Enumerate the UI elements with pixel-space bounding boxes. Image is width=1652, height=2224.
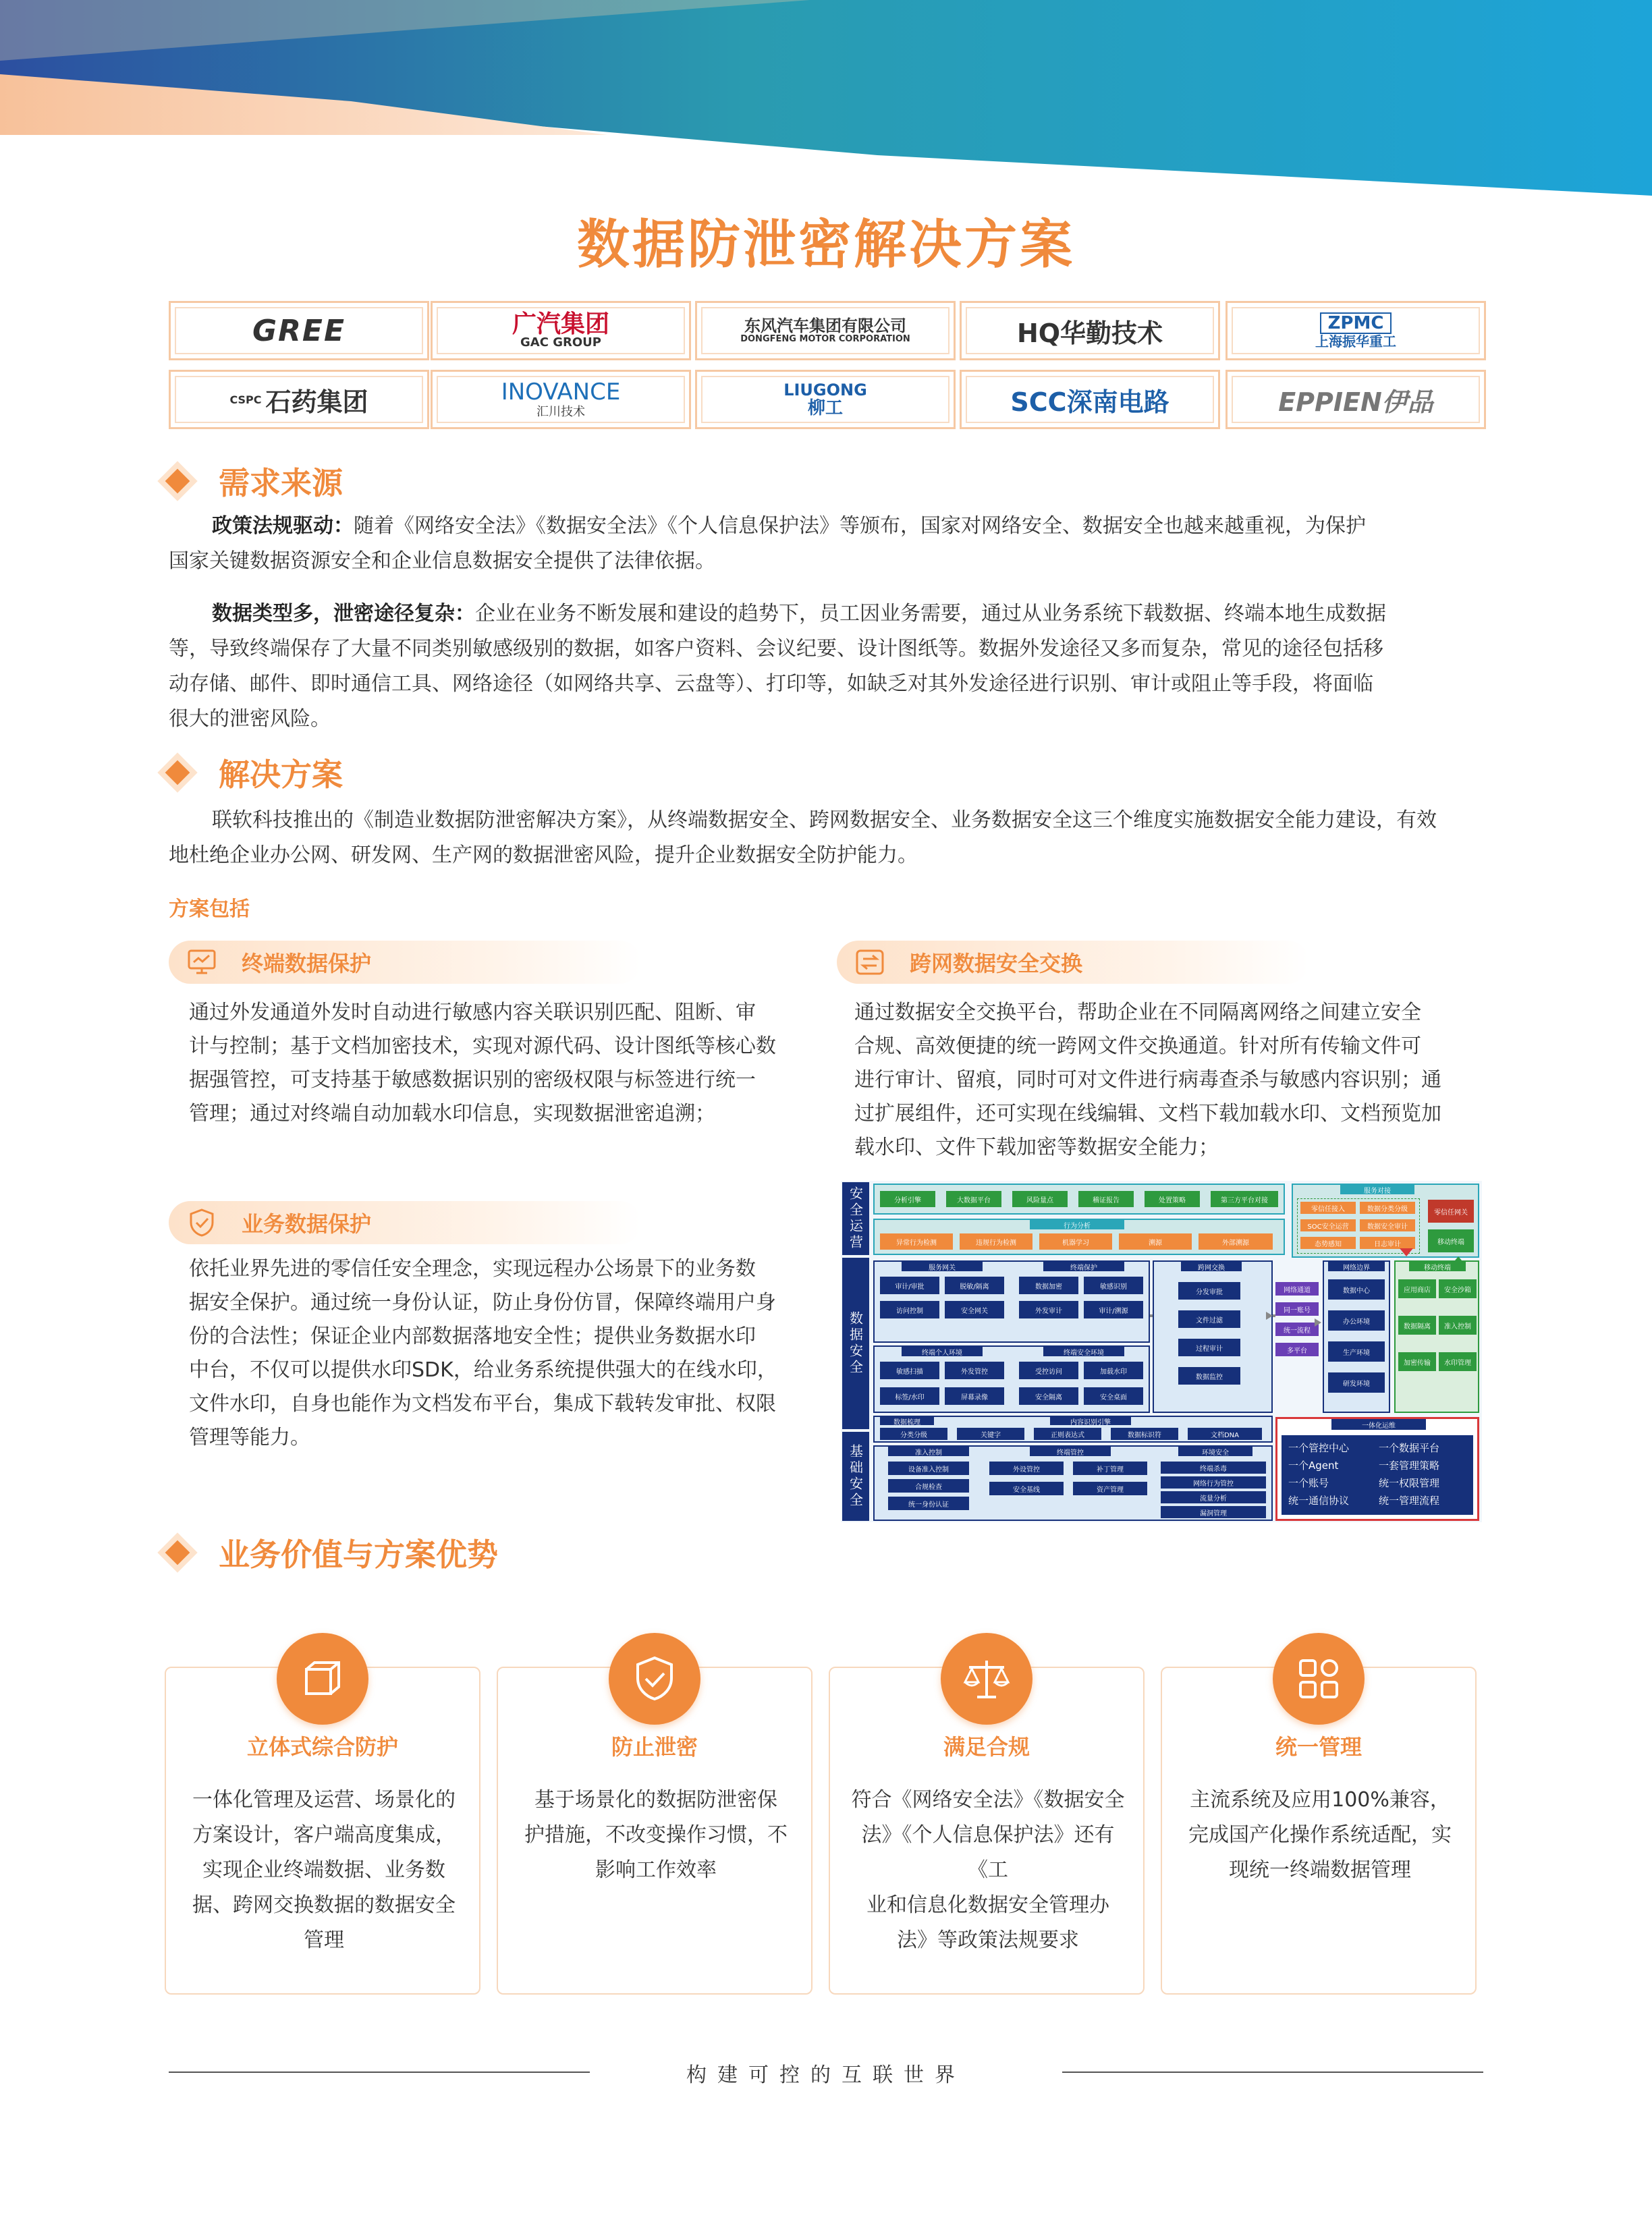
balance-scale-icon xyxy=(941,1633,1032,1725)
monitor-icon xyxy=(182,943,221,982)
business-protection-text: 依托业界先进的零信任安全理念，实现远程办公场景下的业务数 据安全保护。通过统一身份认证，防止身份仿冒，保障终端用户身 份的合法性；保证企业内部数据落地安全性；提供业务数据水印 中台，不仅可以提供水印SDK，给业务系统提供强大的在线水印， 文件水印，自身也能作为文档发布平台，集成下载转发审批、权限 管理等能力。 xyxy=(189,1257,777,1449)
diagram-arrows xyxy=(841,1181,1482,1522)
analysis-row: 行为分析 异常行为检测 违规行为检测 机器学习 溯源 外部溯源 xyxy=(873,1219,1285,1255)
shield-check-icon xyxy=(182,1203,221,1242)
crossnet-exchange-text: 通过数据安全交换平台，帮助企业在不同隔离网络之间建立安全 合规、高效便捷的统一跨网文件交换通道。针对所有传输文件可 进行审计、留痕，同时可对文件进行病毒查杀与敏感内容识别；通 过扩展组件，还可实现在线编辑、文档下载加载水印、文档预览加 载水印、文件下载加密等数据安全能力； xyxy=(854,1001,1441,1159)
mobile-terminal-zone: 移动终端 应用商店 安全沙箱 数据隔离 准入控制 加密传输 水印管理 xyxy=(1394,1260,1479,1413)
grid-apps-icon xyxy=(1273,1633,1365,1725)
terminal-protection-pill: 终端数据保护 xyxy=(169,941,641,984)
logo-eppien: EPPIEN伊品 xyxy=(1226,370,1486,429)
crossnet-exchange-pill: 跨网数据安全交换 xyxy=(837,941,1309,984)
unified-left-list: 一个管控中心 一个Agent 一个账号 统一通信协议 xyxy=(1288,1442,1350,1507)
header-banner xyxy=(0,0,1652,196)
solution-includes-label: 方案包括 xyxy=(169,897,250,921)
logo-gac: 广汽集团 GAC GROUP xyxy=(431,301,691,360)
unified-right-list: 一个数据平台 一套管理策略 统一权限管理 统一管理流程 xyxy=(1379,1442,1440,1507)
shield-check-icon xyxy=(609,1633,700,1725)
data-security-groups: 服务网关 审计/审批 脱敏/隔离 访问控制 安全网关 终端保护 数据加密 敏感识别 外发审计 审计/溯源 xyxy=(873,1260,1150,1343)
demand-paragraph-types: 数据类型多，泄密途径复杂：企业在业务不断发展和建设的趋势下，员工因业务需要，通过从业务系统下载数据、终端本地生成数据 等，导致终端保存了大量不同类别敏感级别的数据，如客户资料、会议纪要、设计图纸等。数据外发途径又多而复杂，常见的途径包括移 动存储、邮件、即时通信工具、网络途径（如网络共享、云盘等）、打印等，如缺乏对其外发途径进行识别、审计或阻止等手段，将面临 很大的泄密风险。 xyxy=(169,602,1386,731)
section-demand-heading: 需求来源 xyxy=(169,459,343,503)
logo-dongfeng: 东风汽车集团有限公司 DONGFENG MOTOR CORPORATION xyxy=(695,301,956,360)
section-solution-heading: 解决方案 xyxy=(169,750,343,795)
cube-icon xyxy=(277,1633,368,1725)
logo-inovance: INOVANCE 汇川技术 xyxy=(431,370,691,429)
unified-ops-panel: 一体化运维 一个管控中心 一个Agent 一个账号 统一通信协议 一个数据平台 一套管理策略 统一权限管理 统一管理流程 xyxy=(1275,1417,1479,1521)
value-card-unified-management: 统一管理 主流系统及应用100%兼容， 完成国产化操作系统适配，实 现统一终端数据管理 xyxy=(1161,1667,1477,1995)
section-value-heading: 业务价值与方案优势 xyxy=(169,1530,498,1575)
logo-liugong: LIUGONG 柳工 xyxy=(695,370,956,429)
value-card-leak-prevention: 防止泄密 基于场景化的数据防泄密保 护措施，不改变操作习惯，不 影响工作效率 xyxy=(497,1667,813,1995)
logo-zpmc: ZPMC 上海振华重工 xyxy=(1226,301,1486,360)
label-data-security: 数据安全 xyxy=(842,1258,869,1429)
logo-huaqin: HQ华勤技术 xyxy=(960,301,1220,360)
exchange-arrows-icon xyxy=(850,943,889,982)
value-card-protection: 立体式综合防护 一体化管理及运营、场景化的 方案设计，客户端高度集成， 实现企业终端数据、业务数 据、跨网交换数据的数据安全 管理 xyxy=(165,1667,480,1995)
business-protection-pill: 业务数据保护 xyxy=(169,1201,641,1244)
demand-paragraph-policy: 政策法规驱动：随着《网络安全法》《数据安全法》《个人信息保护法》等颁布，国家对网络安全、数据安全也越来越重视，为保护 国家关键数据资源安全和企业信息数据安全提供了法律依据。 xyxy=(169,514,1366,573)
base-infra-row: 准入控制 设备准入控制 合规检查 统一身份认证 终端管控 外设管控 补丁管理 安全基线 资产管理 环境安全 终端杀毒 网络行为管控 流量分析 漏洞管理 xyxy=(873,1445,1273,1521)
network-channel: 网络通道 同一账号 统一流程 多平台 xyxy=(1275,1282,1319,1363)
network-zones: 网络边界 数据中心 办公环境 生产环境 研发环境 xyxy=(1323,1260,1390,1413)
diamond-bullet-icon xyxy=(165,760,190,785)
logo-cspc: CSPC 石药集团 xyxy=(169,370,429,429)
logo-gree: GREE xyxy=(169,301,429,360)
solution-paragraph: 联软科技推出的《制造业数据防泄密解决方案》，从终端数据安全、跨网数据安全、业务数据安全这三个维度实施数据安全能力建设，有效 地杜绝企业办公网、研发网、生产网的数据泄密风险，提升企业数据安全防护能力。 xyxy=(169,808,1437,867)
value-card-compliance: 满足合规 符合《网络安全法》《数据安全 法》《个人信息保护法》还有《工 业和信息化数据安全管理办 法》等政策法规要求 xyxy=(829,1667,1145,1995)
logo-scc: SCC深南电路 xyxy=(960,370,1220,429)
top-capability-row: 分析引擎 大数据平台 风险量点 稽证报告 处置策略 第三方平台对接 xyxy=(873,1184,1285,1215)
terminal-environments: 终端个人环境 敏感扫描 外发管控 标签/水印 屏幕录像 终端安全环境 受控访问 加载水印 安全隔离 安全桌面 xyxy=(873,1345,1150,1413)
architecture-diagram xyxy=(841,1181,1482,1522)
footer-slogan: 构建可控的互联世界 xyxy=(686,2063,966,2087)
data-sorting-row: 数据梳理 内容识别引擎 分类分级 关键字 正则表达式 数据标识符 文档DNA xyxy=(873,1416,1273,1443)
label-security-operation: 安全运营 xyxy=(842,1182,869,1255)
cross-exchange-group: 跨网交换 分发审批 文件过滤 过程审计 数据监控 xyxy=(1153,1260,1273,1413)
label-base-security: 基础安全 xyxy=(842,1432,869,1521)
terminal-protection-text: 通过外发通道外发时自动进行敏感内容关联识别匹配、阻断、审 计与控制；基于文档加密技术，实现对源代码、设计图纸等核心数 据强管控，可支持基于敏感数据识别的密级权限与标签进行统一 管理；通过对终端自动加载水印信息，实现数据泄密追溯； xyxy=(189,1001,776,1125)
service-docking-panel: 服务对接 零信任接入 数据分类分级 SOC安全运营 数据安全审计 态势感知 日志审计 零信任网关 移动终端 xyxy=(1292,1184,1479,1258)
diamond-bullet-icon xyxy=(165,469,190,494)
page-title: 数据防泄密解决方案 xyxy=(576,215,1075,275)
diamond-bullet-icon xyxy=(165,1540,190,1565)
